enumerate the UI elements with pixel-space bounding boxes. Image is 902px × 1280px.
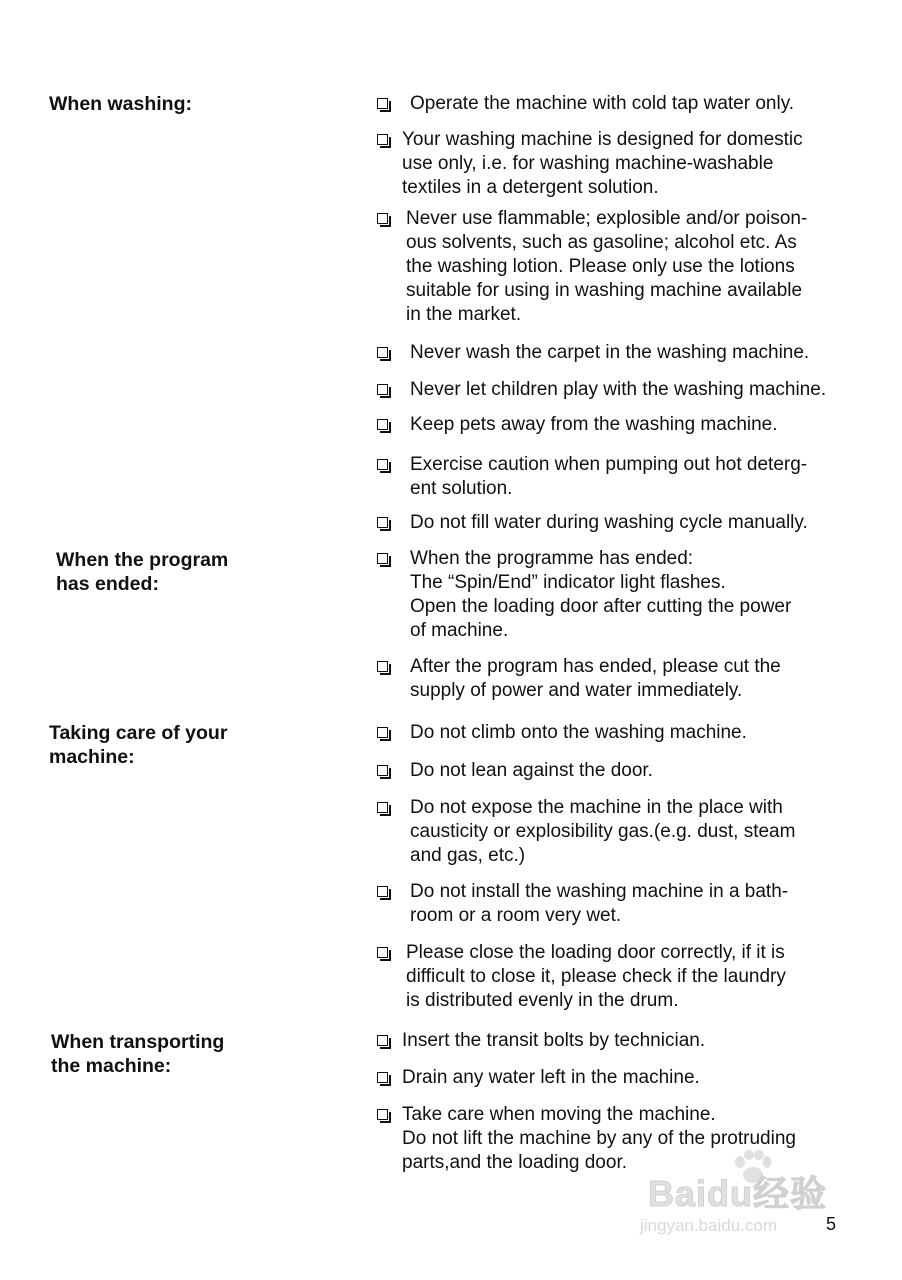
list-item [377,378,892,402]
list-item-text: Take care when moving the machine. Do not lift the machine by any of the protruding parts,and the loading door. [402,1104,796,1173]
checkbox-bullet-icon [377,98,388,109]
checkbox-bullet-icon [377,134,388,145]
list-item-text: Do not expose the machine in the place with causticity or explosibility gas.(e.g. dust, steam and gas, etc.) [410,797,796,866]
list-item [377,453,892,501]
list-item-text: Insert the transit bolts by technician. [402,1030,706,1051]
list-item-text: Do not lean against the door. [410,760,653,781]
list-item-text: When the programme has ended: The “Spin/End” indicator light flashes. Open the loading door after cutting the power of machine. [410,548,792,641]
checkbox-bullet-icon [377,213,388,224]
section-title-when-washing: When washing: [49,93,192,115]
list-item-text: Keep pets away from the washing machine. [410,414,778,435]
checkbox-bullet-icon [377,802,388,813]
watermark-url: jingyan.baidu.com [640,1216,778,1235]
list-item-text: Do not install the washing machine in a bath- room or a room very wet. [410,881,789,926]
section-title-transporting: When transporting the machine: [51,1031,225,1077]
list-item [377,128,892,200]
checkbox-bullet-icon [377,553,388,564]
list-item [377,759,892,783]
checkbox-bullet-icon [377,765,388,776]
list-item [377,1029,892,1053]
list-item [377,796,892,868]
checkbox-bullet-icon [377,661,388,672]
list-item [377,655,892,703]
checkbox-bullet-icon [377,886,388,897]
list-item-text: Drain any water left in the machine. [402,1067,700,1088]
list-item-text: Exercise caution when pumping out hot deterg- ent solution. [410,454,808,499]
checkbox-bullet-icon [377,459,388,470]
watermark-logo-text: Baidu经验 [648,1173,828,1214]
checkbox-bullet-icon [377,727,388,738]
baidu-jingyan-watermark [640,1150,850,1250]
section-title-program-ended: When the program has ended: [56,549,229,595]
section-title-taking-care: Taking care of your machine: [49,722,228,768]
list-item [377,511,892,535]
list-item [377,92,892,116]
list-item-text: Never wash the carpet in the washing machine. [410,342,810,363]
checkbox-bullet-icon [377,419,388,430]
page-number: 5 [826,1214,837,1234]
checkbox-bullet-icon [377,1072,388,1083]
list-item [377,941,892,1013]
list-item [377,1066,892,1090]
list-item-text: Never let children play with the washing machine. [410,379,827,400]
checkbox-bullet-icon [377,384,388,395]
list-item [377,880,892,928]
list-item-text: Please close the loading door correctly, if it is difficult to close it, please check if the laundry is distributed evenly in the drum. [406,942,786,1011]
checkbox-bullet-icon [377,1035,388,1046]
checkbox-bullet-icon [377,1109,388,1120]
checkbox-bullet-icon [377,517,388,528]
list-item-text: After the program has ended, please cut the supply of power and water immediately. [410,656,781,701]
list-item-text: Never use flammable; explosible and/or poison- ous solvents, such as gasoline; alcohol etc. As the washing lotion. Please only use the lotions suitable for using in washing machine available in the market. [406,208,808,325]
list-item [377,547,892,643]
list-item [377,341,892,365]
list-item-text: Your washing machine is designed for domestic use only, i.e. for washing machine-washable textiles in a detergent solution. [402,129,803,198]
list-item [377,413,892,437]
list-item [377,721,892,745]
list-item-text: Do not fill water during washing cycle manually. [410,512,808,533]
list-item-text: Do not climb onto the washing machine. [410,722,747,743]
checkbox-bullet-icon [377,347,388,358]
list-item [377,207,892,327]
list-item-text: Operate the machine with cold tap water only. [410,93,795,114]
checkbox-bullet-icon [377,947,388,958]
